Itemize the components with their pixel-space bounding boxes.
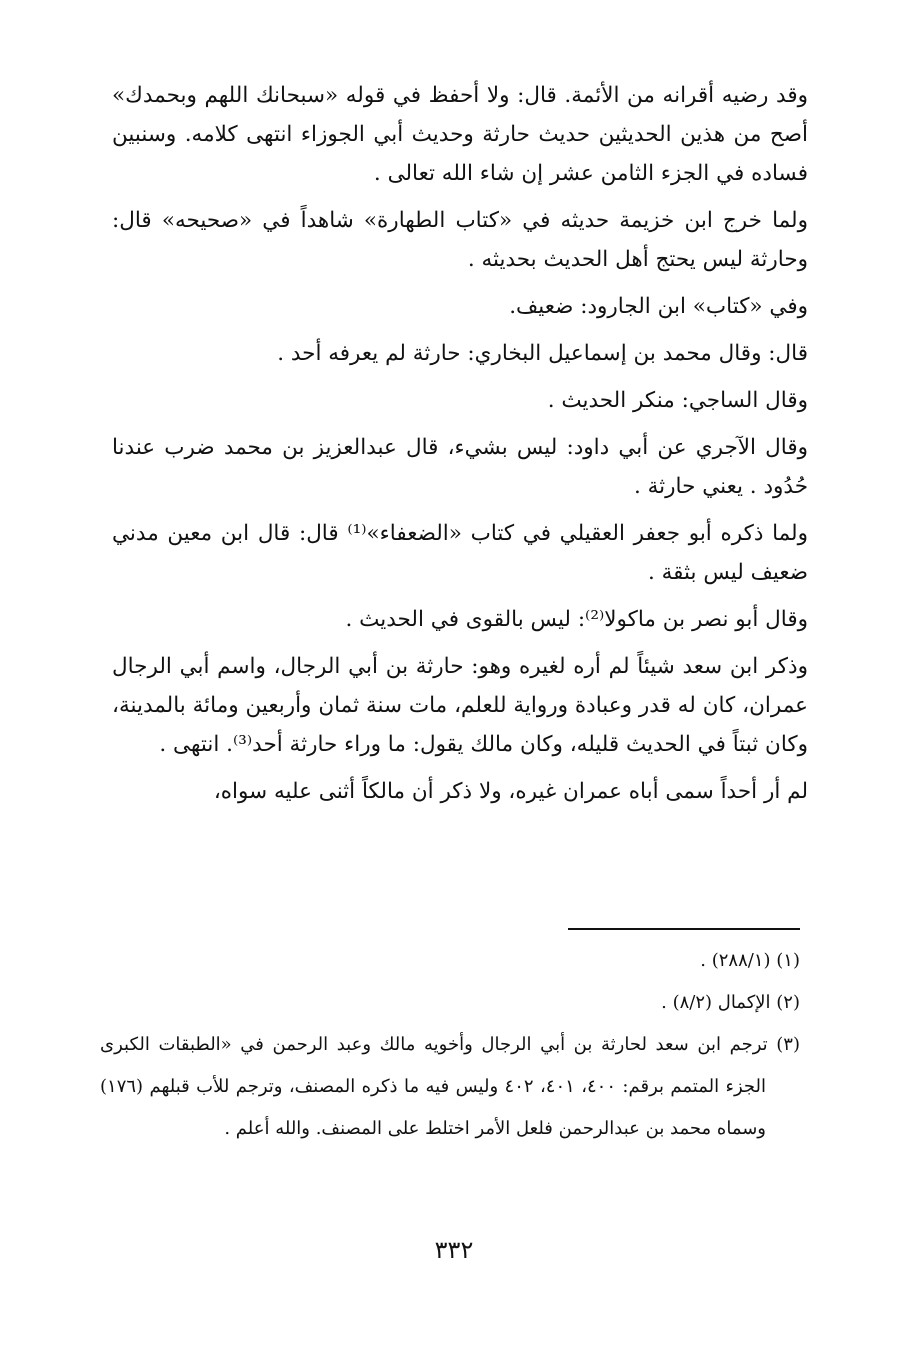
footnote-3: (٣) ترجم ابن سعد لحارثة بن أبي الرجال وأخويه مالك وعبد الرحمن في «الطبقات الكبرى الجزء المتمم برقم: ٤٠٠، ٤٠١، ٤٠٢ وليس فيه ما ذكره المصنف، وترجم للأب قبلهم (١٧٦) وسماه محمد بن عبدالرحمن فلعل الأمر اختلط على المصنف. والله أعلم . [100, 1034, 800, 1139]
paragraph: قال: وقال محمد بن إسماعيل البخاري: حارثة لم يعرفه أحد . [277, 341, 808, 366]
footnotes [100, 940, 800, 1150]
paragraph: وقال الآجري عن أبي داود: ليس بشيء، قال عبدالعزيز بن محمد ضرب عندنا حُدُود . يعني حارثة . [112, 435, 808, 499]
footnote-divider [568, 928, 800, 930]
paragraph: لم أر أحداً سمى أباه عمران غيره، ولا ذكر أن مالكاً أثنى عليه سواه، [213, 779, 808, 804]
main-text [112, 76, 808, 819]
footnote-1: (١) (٢٨٨/١) . [700, 950, 800, 971]
paragraph: ولما خرج ابن خزيمة حديثه في «كتاب الطهارة» شاهداً في «صحيحه» قال: وحارثة ليس يحتج أهل الحديث بحديثه . [112, 208, 808, 272]
page-number: ٣٣٢ [434, 1236, 474, 1264]
paragraph: وفي «كتاب» ابن الجارود: ضعيف. [509, 294, 808, 319]
paragraph: وقال الساجي: منكر الحديث . [547, 388, 808, 413]
paragraph: ولما ذكره أبو جعفر العقيلي في كتاب «الضعفاء»⁽¹⁾ قال: قال ابن معين مدني ضعيف ليس بثقة . [112, 521, 808, 585]
paragraph: وذكر ابن سعد شيئاً لم أره لغيره وهو: حارثة بن أبي الرجال، واسم أبي الرجال عمران، كان له قدر وعبادة ورواية للعلم، مات سنة ثمان وأربعين ومائة بالمدينة، وكان ثبتاً في الحديث قليله، وكان مالك يقول: ما وراء حارثة أحد⁽³⁾. انتهى . [112, 654, 808, 757]
footnote-2: (٢) الإكمال (٨/٢) . [661, 992, 800, 1013]
paragraph: وقال أبو نصر بن ماكولا⁽²⁾: ليس بالقوى في الحديث . [345, 607, 808, 632]
paragraph: وقد رضيه أقرانه من الأئمة. قال: ولا أحفظ في قوله «سبحانك اللهم وبحمدك» أصح من هذين الحديثين حديث حارثة وحديث أبي الجوزاء انتهى كلامه. وسنبين فساده في الجزء الثامن عشر إن شاء الله تعالى . [112, 83, 808, 186]
